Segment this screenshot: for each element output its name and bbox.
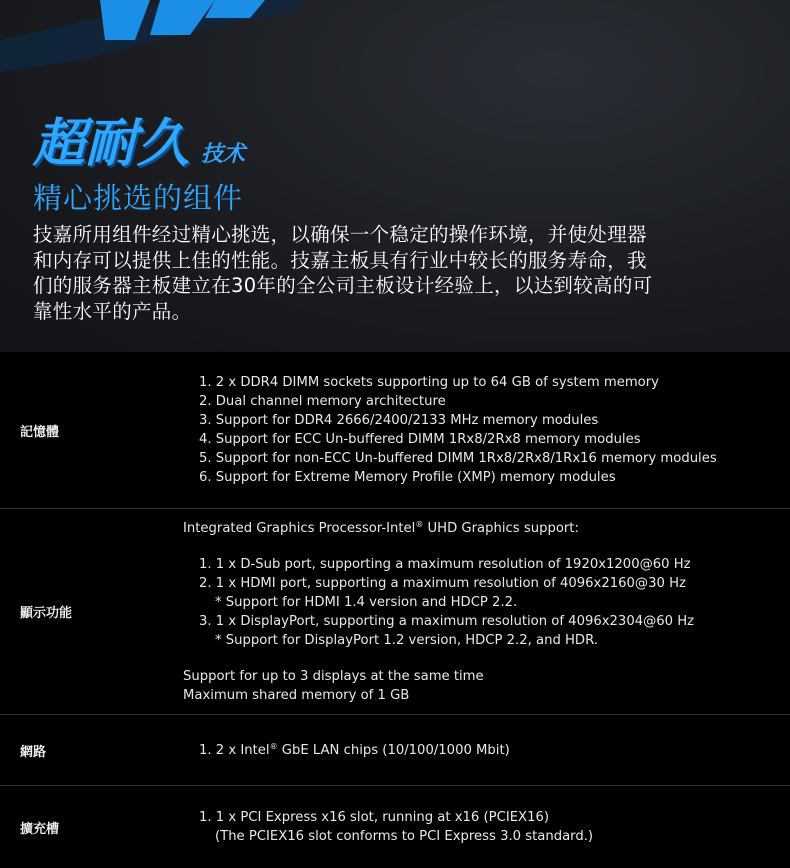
feature-banner — [0, 0, 790, 352]
list-item: 5. Support for non-ECC Un-buffered DIMM 1Rx8/2Rx8/1Rx16 memory modules — [199, 451, 717, 466]
brand-logo-fragment — [0, 0, 300, 72]
banner-subtitle: 精心挑选的组件 — [33, 181, 244, 215]
banner-description: 技嘉所用组件经过精心挑选，以确保一个稳定的操作环境，并使处理器和内存可以提供上佳的性能。技嘉主板具有行业中较长的服务寿命，我们的服务器主板建立在30年的全公司主板设计经验上，以达到较高的可靠性水平的产品。 — [33, 223, 653, 323]
registered-mark: ® — [415, 519, 424, 529]
network-item-text: 1. 2 x Intel — [199, 742, 270, 758]
list-item-note: * Support for DisplayPort 1.2 version, HDCP 2.2, and HDR. — [215, 632, 598, 648]
spec-label-display: 顯示功能 — [20, 606, 73, 621]
spec-table — [0, 352, 790, 868]
list-item: 1. 2 x DDR4 DIMM sockets supporting up to 64 GB of system memory — [199, 375, 659, 390]
spec-row-network — [0, 715, 790, 786]
display-foot-2: Maximum shared memory of 1 GB — [183, 687, 410, 703]
list-item-note: * Support for HDMI 1.4 version and HDCP 2.2. — [215, 594, 518, 610]
display-list — [183, 555, 790, 650]
network-list — [183, 741, 790, 760]
hero-suffix: 技术 — [201, 142, 246, 167]
spec-label-network: 網路 — [20, 744, 47, 760]
list-item — [183, 741, 790, 760]
list-item: 6. Support for Extreme Memory Profile (XMP) memory modules — [199, 470, 616, 485]
network-item-text-end: GbE LAN chips (10/100/1000 Mbit) — [277, 742, 510, 758]
spec-content-display — [183, 519, 790, 705]
list-item-note: (The PCIEX16 slot conforms to PCI Express 3.0 standard.) — [215, 829, 594, 844]
spec-content-expansion — [183, 808, 790, 846]
hero-title-group — [33, 112, 245, 172]
spec-row-expansion — [0, 786, 790, 868]
spec-row-memory — [0, 352, 790, 509]
spec-label-expansion: 擴充槽 — [20, 821, 60, 837]
expansion-list — [183, 808, 790, 846]
spec-content-network — [183, 741, 790, 760]
list-item: 1. 1 x D-Sub port, supporting a maximum resolution of 1920x1200@60 Hz — [199, 556, 691, 572]
spec-label-memory: 記憶體 — [20, 424, 60, 440]
list-item: 2. 1 x HDMI port, supporting a maximum resolution of 4096x2160@30 Hz — [199, 575, 686, 591]
display-foot-1: Support for up to 3 displays at the same time — [183, 668, 484, 684]
list-item: 2. Dual channel memory architecture — [199, 394, 446, 409]
display-intro-text-end: UHD Graphics support: — [423, 520, 579, 536]
memory-list — [183, 373, 790, 487]
display-intro — [183, 519, 790, 538]
spec-content-memory — [183, 373, 790, 487]
list-item: 3. 1 x DisplayPort, supporting a maximum resolution of 4096x2304@60 Hz — [199, 613, 695, 629]
display-intro-text: Integrated Graphics Processor-Intel — [183, 520, 416, 536]
list-item: 3. Support for DDR4 2666/2400/2133 MHz memory modules — [199, 413, 599, 428]
registered-mark: ® — [269, 741, 278, 751]
hero-title: 超耐久 — [33, 114, 190, 174]
list-item: 1. 1 x PCI Express x16 slot, running at x16 (PCIEX16) — [199, 810, 550, 825]
list-item: 4. Support for ECC Un-buffered DIMM 1Rx8/2Rx8 memory modules — [199, 432, 641, 447]
spec-row-display — [0, 509, 790, 715]
